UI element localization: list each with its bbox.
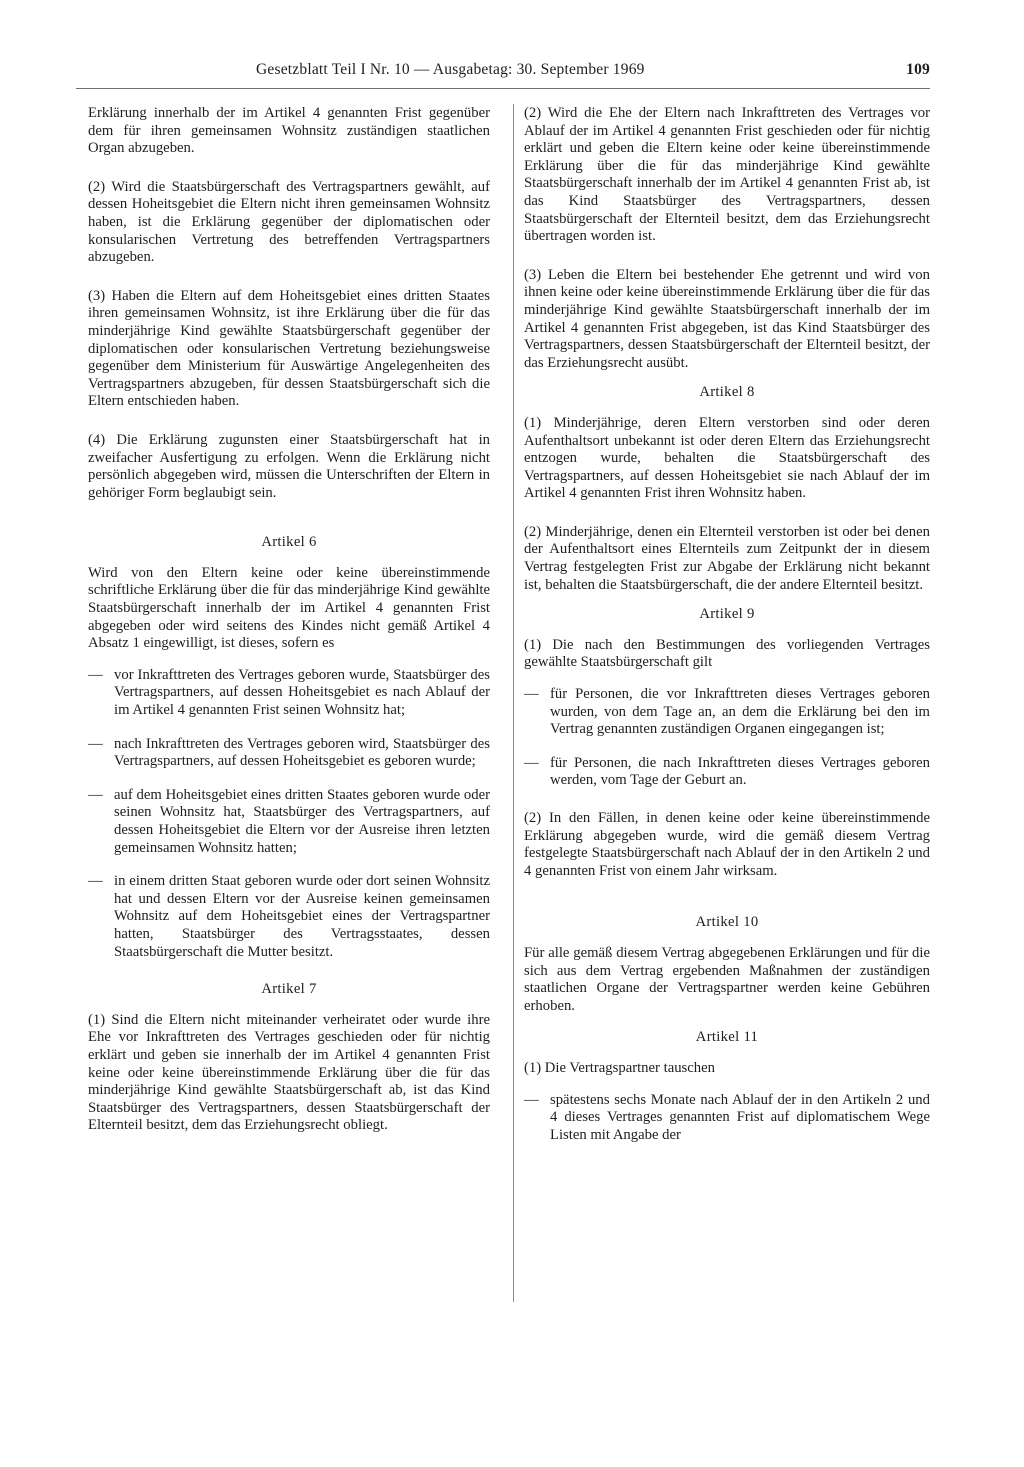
paragraph-9-1: (1) Die nach den Bestimmungen des vorliegenden Vertrages gewählte Staatsbürgerschaft gilt	[524, 636, 930, 671]
column-divider	[513, 104, 514, 1302]
paragraph-8-1: (1) Minderjährige, deren Eltern verstorben sind oder deren Aufenthaltsort unbekannt ist oder deren Eltern das Erziehungsrecht entzogen wurde, behalten die Staatsbürgerschaft des Vertragspartners, auf dessen Hoheitsgebiet sie nach Ablauf der im Artikel 4 genannten Frist ihren Wohnsitz haben.	[524, 414, 930, 502]
list-item	[88, 873, 490, 961]
dash-marker: —	[524, 754, 539, 771]
header-title: Gesetzblatt Teil I Nr. 10 — Ausgabetag: 30. September 1969	[256, 61, 645, 78]
list-item-text: in einem dritten Staat geboren wurde oder dort seinen Wohnsitz hat und dessen Eltern vor der Ausreise keinen gemeinsamen Wohnsitz auf dem Hoheitsgebiet eines der Vertragspartner hatten, Staatsbürger des Vertragsstaates, dessen Staatsbürgerschaft die Mutter besitzt.	[114, 873, 490, 960]
header-rule	[76, 88, 930, 89]
list-item-text: für Personen, die vor Inkrafttreten dieses Vertrages geboren wurden, von dem Tage an, an dem die Erklärung bei den im Vertrag genannten zuständigen Organen eingegangen ist;	[550, 686, 930, 738]
article-11-list	[524, 1092, 930, 1145]
list-item-text: vor Inkrafttreten des Vertrages geboren wurde, Staatsbürger des Vertragspartners, auf dessen Hoheitsgebiet es nach Ablauf der im Artikel 4 genannten Frist seinen Wohnsitz hat;	[114, 666, 490, 719]
list-item-text: spätestens sechs Monate nach Ablauf der in den Artikeln 2 und 4 dieses Vertrages genannten Frist auf diplomatischem Wege Listen mit Angabe der	[550, 1091, 930, 1143]
dash-marker: —	[88, 873, 103, 890]
article-6-intro: Wird von den Eltern keine oder keine übereinstimmende schriftliche Erklärung über die für das minderjährige Kind gewählte Staatsbürgerschaft innerhalb der im Artikel 4 genannten Frist abgegeben oder wird seitens des Kindes nicht gemäß Artikel 4 Absatz 1 eingewilligt, ist dieses, sofern es	[88, 564, 490, 652]
list-item-text: nach Inkrafttreten des Vertrages geboren wird, Staatsbürger des Vertragspartners, auf dessen Hoheitsgebiet es geboren wurde;	[114, 735, 490, 770]
dash-marker: —	[88, 786, 103, 803]
list-item	[88, 787, 490, 857]
paragraph-9-2: (2) In den Fällen, in denen keine oder keine übereinstimmende Erklärung abgegeben wurde, wird die gemäß diesem Vertrag festgelegte Staatsbürgerschaft nach Ablauf der in den Artikeln 2 und 4 genannten Frist von einem Jahr wirksam.	[524, 810, 930, 879]
article-6-list	[88, 667, 490, 961]
paragraph-7-3: (3) Leben die Eltern bei bestehender Ehe getrennt und wird von ihnen keine oder keine übereinstimmende Erklärung über die für das minderjährige Kind gewählte Staatsbürgerschaft innerhalb der im Artikel 4 genannten Frist abgegeben, ist das Kind Staatsbürger des Vertragspartners, dessen Staatsbürgerschaft der Elternteil besitzt, der das Erziehungsrecht ausübt.	[524, 266, 930, 371]
page-header	[256, 61, 936, 83]
dash-marker: —	[88, 735, 103, 752]
paragraph-7-1: (1) Sind die Eltern nicht miteinander verheiratet oder wurde ihre Ehe vor Inkrafttreten des Vertrages geschieden oder für nichtig erklärt und geben sie innerhalb der im Artikel 4 genannten Frist keine oder keine übereinstimmende Erklärung über die für das minderjährige Kind gewählte Staatsbürgerschaft ab, ist das Kind Staatsbürger des Vertragspartners, dessen Staatsbürgerschaft der Elternteil besitzt, dem das Erziehungsrecht obliegt.	[88, 1011, 490, 1134]
list-item	[524, 1092, 930, 1145]
dash-marker: —	[524, 686, 539, 703]
list-item-text: auf dem Hoheitsgebiet eines dritten Staates geboren wurde oder seinen Wohnsitz hat, Staatsbürger des Vertragspartners, auf dessen Hoheitsgebiet die Eltern vor der Ausreise ihren letzten gemeinsamen Wohnsitz hatten;	[114, 786, 490, 856]
paragraph-8-2: (2) Minderjährige, denen ein Elternteil verstorben ist oder bei denen der Aufenthaltsort eines Elternteils zum Zeitpunkt der in diesem Vertrag festgelegten Frist zur Abgabe der Erklärung nicht bekannt ist, behalten die Staatsbürgerschaft, die der andere Elternteil besitzt.	[524, 523, 930, 593]
article-11-heading: Artikel 11	[695, 1029, 759, 1046]
list-item-text: für Personen, die nach Inkrafttreten dieses Vertrages geboren werden, vom Tage der Geburt an.	[550, 754, 930, 789]
paragraph-10: Für alle gemäß diesem Vertrag abgegebenen Erklärungen und für die sich aus dem Vertrag ergebenden Maßnahmen der zuständigen staatlichen Organe der Vertragspartner werden keine Gebühren erhoben.	[524, 944, 930, 1014]
dash-marker: —	[524, 1091, 539, 1108]
paragraph-7-2: (2) Wird die Ehe der Eltern nach Inkrafttreten des Vertrages vor Ablauf der im Artikel 4 genannten Frist geschieden oder für nichtig erklärt und geben die Eltern keine oder keine übereinstimmende Erklärung über die für das minderjährige Kind gewählte Staatsbürgerschaft innerhalb der im Artikel 4 genannten Frist ab, ist das Kind Staatsbürger des Vertragspartners, dessen Staatsbürgerschaft der Elternteil besitzt, dem das Erziehungsrecht übertragen worden ist.	[524, 105, 930, 245]
list-item	[88, 667, 490, 720]
paragraph-5-3: (3) Haben die Eltern auf dem Hoheitsgebiet eines dritten Staates ihren gemeinsamen Wohnsitz, ist ihre Erklärung über die für das minderjährige Kind gewählte Staatsbürgerschaft gegenüber der diplomatischen oder konsularischen Vertretung beziehungsweise gegenüber dem Ministerium für Auswärtige Angelegenheiten des Vertragspartners abzugeben, für dessen Staatsbürgerschaft sich die Eltern entschieden haben.	[88, 287, 490, 410]
right-column	[524, 105, 930, 1164]
page-number: 109	[906, 61, 930, 78]
dash-marker: —	[88, 666, 103, 683]
paragraph-5-2: (2) Wird die Staatsbürgerschaft des Vertragspartners gewählt, auf dessen Hoheitsgebiet die Eltern nicht ihren gemeinsamen Wohnsitz haben, ist die Erklärung gegenüber der diplomatischen oder konsularischen Vertretung des betreffenden Vertragspartners abzugeben.	[88, 178, 490, 266]
article-10-heading: Artikel 10	[695, 914, 759, 931]
paragraph-continued: Erklärung innerhalb der im Artikel 4 genannten Frist gegenüber dem für ihren gemeinsamen Wohnsitz zuständigen staatlichen Organ abzugeben.	[88, 105, 490, 157]
article-7-heading: Artikel 7	[261, 981, 317, 998]
list-item	[524, 755, 930, 790]
article-9-heading: Artikel 9	[699, 606, 755, 623]
list-item	[88, 736, 490, 771]
article-8-heading: Artikel 8	[699, 384, 755, 401]
list-item	[524, 686, 930, 739]
left-column	[88, 105, 490, 1156]
article-9-list	[524, 686, 930, 790]
article-6-heading: Artikel 6	[261, 534, 317, 551]
paragraph-5-4: (4) Die Erklärung zugunsten einer Staatsbürgerschaft hat in zweifacher Ausfertigung zu erfolgen. Wenn die Erklärung nicht persönlich abgegeben wird, müssen die Unterschriften der Eltern in gehöriger Form beglaubigt sein.	[88, 431, 490, 501]
paragraph-11-1: (1) Die Vertragspartner tauschen	[524, 1059, 715, 1076]
